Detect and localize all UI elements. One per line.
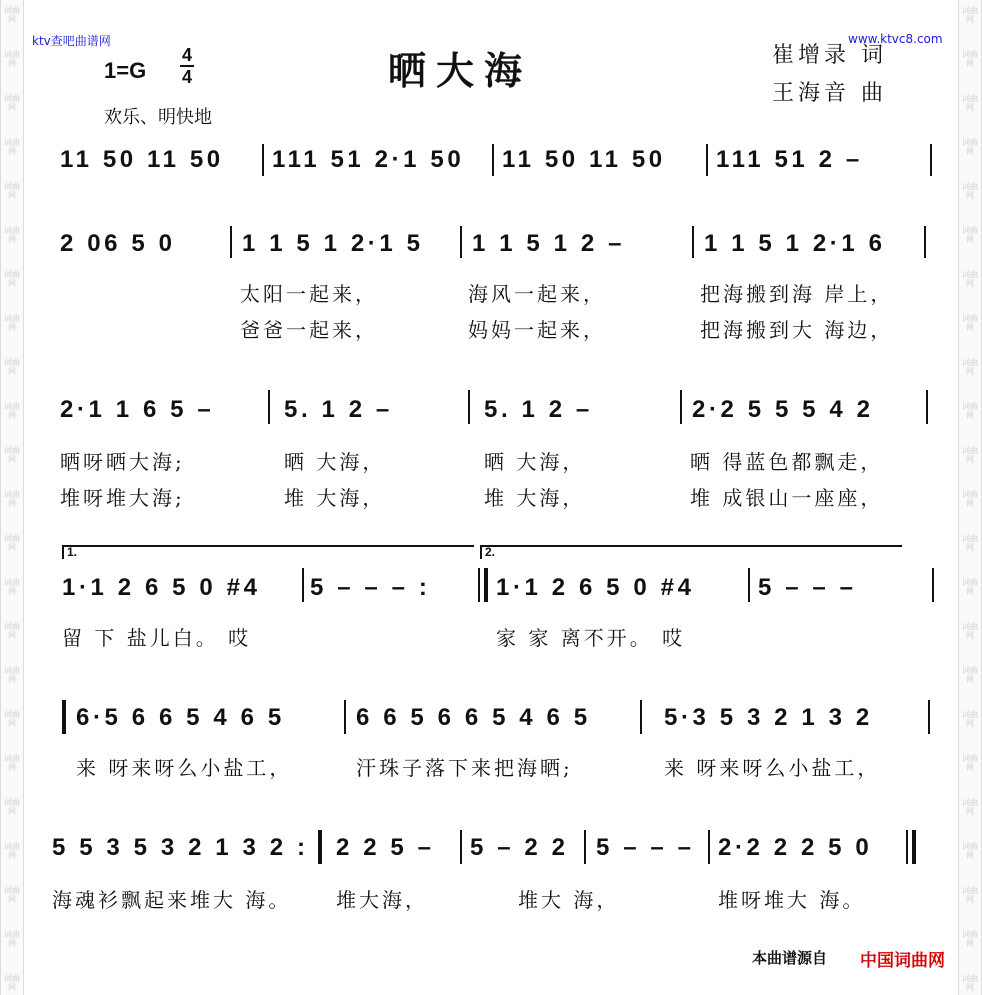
measure-15: 1·1 2 6 5 0 #4 (496, 574, 695, 601)
lyric: 留 下 盐儿白。 哎 (62, 626, 252, 650)
side-watermark-text: 词曲网 (4, 666, 20, 684)
lyric: 堆 大海， (284, 486, 386, 510)
repeat-end-barline (318, 830, 322, 864)
barline (492, 144, 494, 176)
barline (262, 144, 264, 176)
lyric: 晒 得蓝色都飘走， (690, 450, 884, 474)
side-watermark-text: 词曲网 (4, 270, 20, 288)
right-watermark-strip (958, 0, 982, 995)
side-watermark-text: 词曲网 (962, 314, 978, 332)
barline (344, 700, 346, 734)
side-watermark-text: 词曲网 (962, 930, 978, 948)
time-bottom: 4 (181, 67, 192, 87)
lyric: 海风一起来， (468, 282, 606, 306)
key-signature: 1=G (104, 58, 147, 83)
measure-7: 1 1 5 1 2 – (472, 230, 626, 257)
side-watermark-text: 词曲网 (962, 270, 978, 288)
side-watermark-text: 词曲网 (962, 578, 978, 596)
measure-17: 6·5 6 6 5 4 6 5 (76, 704, 285, 731)
song-title: 晒大海 (388, 48, 533, 93)
barline (584, 830, 586, 864)
barline (926, 390, 928, 424)
lyricist-credit: 崔增录 词 (772, 43, 887, 68)
measure-5: 2 06 5 0 (60, 230, 176, 257)
barline (680, 390, 682, 424)
tempo-marking: 欢乐、明快地 (104, 107, 212, 128)
measure-4: 111 51 2 – (716, 146, 863, 173)
measure-24: 2·2 2 2 5 0 (718, 834, 873, 861)
side-watermark-text: 词曲网 (4, 754, 20, 772)
side-watermark-text: 词曲网 (962, 666, 978, 684)
side-watermark-text: 词曲网 (962, 710, 978, 728)
barline (460, 830, 462, 864)
measure-18: 6 6 5 6 6 5 4 6 5 (356, 704, 591, 731)
final-barline-thick (912, 830, 916, 864)
barline (748, 568, 750, 602)
side-watermark-text: 词曲网 (4, 182, 20, 200)
measure-6: 1 1 5 1 2·1 5 (242, 230, 424, 257)
lyric: 堆呀堆大 海。 (718, 888, 866, 912)
side-watermark-text: 词曲网 (962, 798, 978, 816)
side-watermark-text: 词曲网 (4, 226, 20, 244)
lyric: 来 呀来呀么小盐工， (76, 756, 293, 780)
measure-13: 1·1 2 6 5 0 #4 (62, 574, 261, 601)
source-label: 本曲谱源自 (752, 949, 828, 967)
measure-12: 2·2 5 5 5 4 2 (692, 396, 874, 423)
side-watermark-text: 词曲网 (4, 446, 20, 464)
lyric: 妈妈一起来， (468, 318, 606, 342)
measure-9: 2·1 1 6 5 – (60, 396, 215, 423)
side-watermark-text: 词曲网 (962, 182, 978, 200)
side-watermark-text: 词曲网 (4, 6, 20, 24)
repeat-start-barline (62, 700, 66, 734)
source-name: 中国词曲网 (860, 951, 945, 971)
side-watermark-text: 词曲网 (4, 138, 20, 156)
side-watermark-text: 词曲网 (962, 358, 978, 376)
lyric: 太阳一起来， (240, 282, 378, 306)
measure-19: 5·3 5 3 2 1 3 2 (664, 704, 873, 731)
side-watermark-text: 词曲网 (962, 490, 978, 508)
repeat-barline (484, 568, 488, 602)
barline (478, 568, 480, 602)
barline (468, 390, 470, 424)
measure-8: 1 1 5 1 2·1 6 (704, 230, 886, 257)
side-watermark-text: 词曲网 (4, 974, 20, 992)
lyric: 晒 大海， (284, 450, 386, 474)
measure-2: 111 51 2·1 50 (272, 146, 465, 173)
final-barline-thin (906, 830, 908, 864)
lyric: 晒 大海， (484, 450, 586, 474)
lyric: 汗珠子落下来把海晒; (356, 756, 573, 780)
measure-23: 5 – – – (596, 834, 695, 861)
barline (692, 226, 694, 258)
side-watermark-text: 词曲网 (4, 886, 20, 904)
lyric: 晒呀晒大海; (60, 450, 185, 474)
side-watermark-text: 词曲网 (962, 402, 978, 420)
side-watermark-text: 词曲网 (4, 490, 20, 508)
lyric: 堆大海， (336, 888, 428, 912)
lyric: 来 呀来呀么小盐工， (664, 756, 881, 780)
measure-1: 11 50 11 50 (60, 146, 224, 173)
lyric: 把海搬到海 岸上， (700, 282, 894, 306)
side-watermark-text: 词曲网 (962, 842, 978, 860)
side-watermark-text: 词曲网 (962, 534, 978, 552)
side-watermark-text: 词曲网 (4, 798, 20, 816)
left-watermark-strip (0, 0, 24, 995)
side-watermark-text: 词曲网 (962, 226, 978, 244)
side-watermark-text: 词曲网 (962, 6, 978, 24)
measure-16: 5 – – – (758, 574, 857, 601)
barline (924, 226, 926, 258)
side-watermark-text: 词曲网 (4, 358, 20, 376)
side-watermark-text: 词曲网 (962, 94, 978, 112)
barline (706, 144, 708, 176)
side-watermark-text: 词曲网 (4, 534, 20, 552)
lyric: 把海搬到大 海边， (700, 318, 894, 342)
side-watermark-text: 词曲网 (4, 50, 20, 68)
lyric: 堆呀堆大海; (60, 486, 185, 510)
side-watermark-text: 词曲网 (4, 842, 20, 860)
volta-2 (480, 545, 902, 559)
measure-21: 2 2 5 – (336, 834, 435, 861)
barline (302, 568, 304, 602)
measure-10: 5. 1 2 – (284, 396, 393, 423)
barline (932, 568, 934, 602)
side-watermark-text: 词曲网 (4, 578, 20, 596)
volta-1-label: 1. (67, 545, 78, 559)
barline (928, 700, 930, 734)
side-watermark-text: 词曲网 (962, 754, 978, 772)
side-watermark-text: 词曲网 (4, 930, 20, 948)
side-watermark-text: 词曲网 (4, 710, 20, 728)
side-watermark-text: 词曲网 (962, 50, 978, 68)
watermark-left: ktv查吧曲谱网 (32, 34, 111, 48)
side-watermark-text: 词曲网 (962, 138, 978, 156)
lyric: 海魂衫飘起来堆大 海。 (52, 888, 292, 912)
side-watermark-text: 词曲网 (4, 314, 20, 332)
side-watermark-text: 词曲网 (962, 622, 978, 640)
barline (230, 226, 232, 258)
side-watermark-text: 词曲网 (4, 622, 20, 640)
lyric: 家 家 离不开。 哎 (496, 626, 686, 650)
measure-14: 5 – – – : (310, 574, 431, 601)
side-watermark-text: 词曲网 (4, 94, 20, 112)
volta-2-label: 2. (485, 545, 496, 559)
barline (460, 226, 462, 258)
side-watermark-text: 词曲网 (4, 402, 20, 420)
barline (708, 830, 710, 864)
time-top: 4 (181, 45, 192, 65)
barline (268, 390, 270, 424)
volta-1 (62, 545, 474, 559)
side-watermark-text: 词曲网 (962, 886, 978, 904)
barline (930, 144, 932, 176)
lyric: 爸爸一起来， (240, 318, 378, 342)
watermark-right: www.ktvc8.com (848, 32, 943, 46)
measure-3: 11 50 11 50 (502, 146, 666, 173)
lyric: 堆大 海， (518, 888, 620, 912)
lyric: 堆 大海， (484, 486, 586, 510)
lyric: 堆 成银山一座座， (690, 486, 884, 510)
measure-11: 5. 1 2 – (484, 396, 593, 423)
side-watermark-text: 词曲网 (962, 446, 978, 464)
barline (640, 700, 642, 734)
composer-credit: 王海音 曲 (772, 81, 887, 106)
measure-20: 5 5 3 5 3 2 1 3 2 : (52, 834, 309, 861)
side-watermark-text: 词曲网 (962, 974, 978, 992)
measure-22: 5 – 2 2 (470, 834, 569, 861)
time-signature (180, 46, 194, 86)
